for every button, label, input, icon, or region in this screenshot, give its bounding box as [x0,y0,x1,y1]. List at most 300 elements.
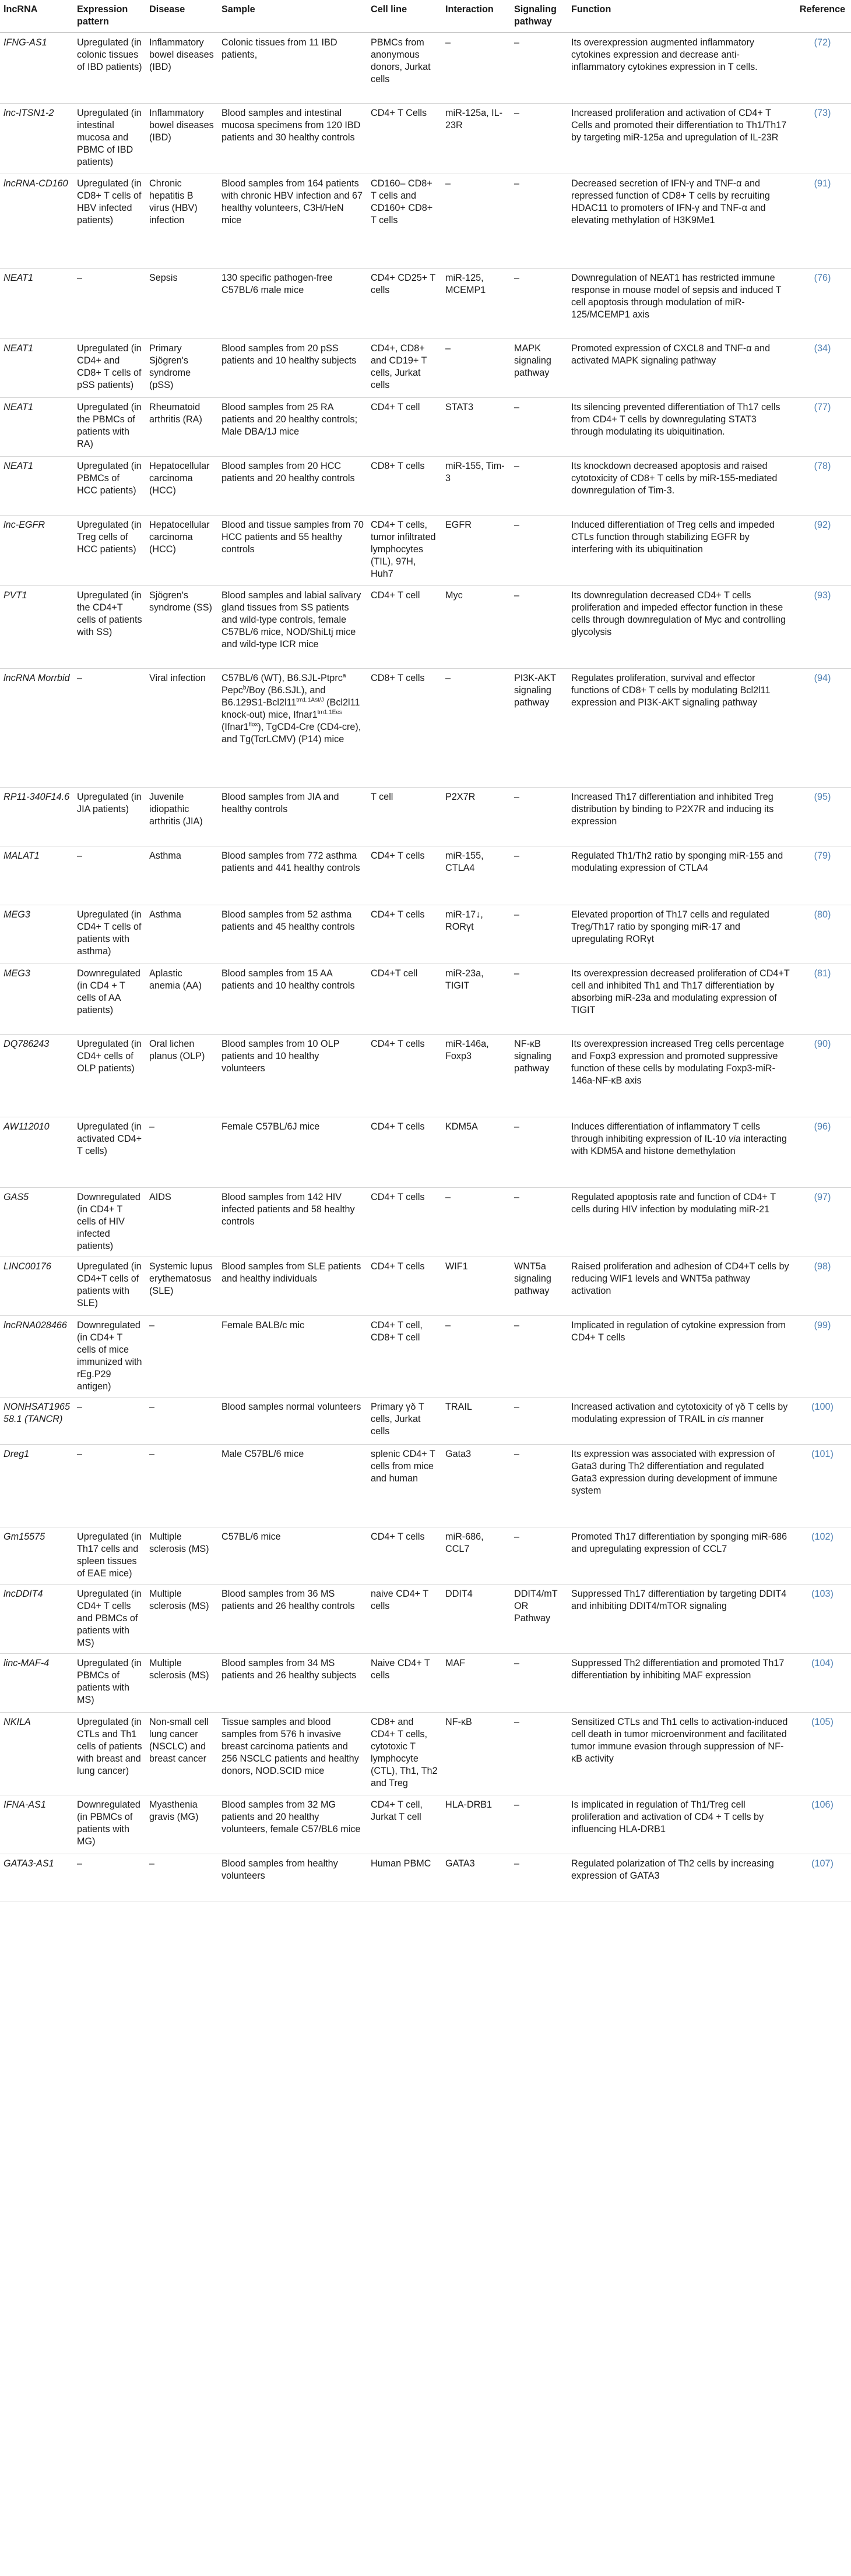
cell-expression-pattern: Upregulated (in CD4+ T cells and PBMCs of patients with MS) [73,1585,146,1654]
cell-function: Its downregulation decreased CD4+ T cells proliferation and impeded effector function in these cells through downregulation of Myc and controlling glycolysis [568,586,794,669]
cell-signaling-pathway: – [511,516,568,586]
reference-link[interactable]: (95) [814,792,831,802]
cell-sample: Blood samples from 20 HCC patients and 20 healthy controls [218,457,367,516]
cell-signaling-pathway: – [511,33,568,104]
cell-signaling-pathway: – [511,1654,568,1713]
cell-lncrna: NKILA [0,1713,73,1795]
cell-function: Promoted expression of CXCL8 and TNF-α and activated MAPK signaling pathway [568,339,794,398]
cell-disease: – [146,1445,218,1527]
cell-cell-line: splenic CD4+ T cells from mice and human [367,1445,442,1527]
cell-cell-line: Naive CD4+ T cells [367,1654,442,1713]
cell-disease: Multiple sclerosis (MS) [146,1527,218,1585]
cell-sample: Blood samples from 142 HIV infected patients and 58 healthy controls [218,1188,367,1257]
cell-signaling-pathway: PI3K-AKT signaling pathway [511,669,568,788]
table-header-row [0,0,851,33]
cell-cell-line: CD4+ T cells [367,1527,442,1585]
cell-cell-line: CD4+ T cells [367,1117,442,1188]
table-row [0,1445,851,1527]
cell-expression-pattern: Upregulated (in JIA patients) [73,788,146,846]
reference-link[interactable]: (92) [814,520,831,530]
cell-signaling-pathway: NF-κB signaling pathway [511,1035,568,1117]
table-row [0,964,851,1035]
table-row [0,1035,851,1117]
reference-link[interactable]: (93) [814,590,831,601]
table-body [0,33,851,1901]
cell-lncrna: Gm15575 [0,1527,73,1585]
reference-link[interactable]: (104) [811,1658,834,1668]
reference-link[interactable]: (105) [811,1717,834,1727]
cell-reference[interactable] [794,788,851,846]
cell-cell-line: CD4+ T Cells [367,104,442,174]
cell-sample: Blood samples from 32 MG patients and 20 healthy volunteers, female C57/BL6 mice [218,1795,367,1854]
cell-cell-line: CD8+ T cells [367,457,442,516]
cell-signaling-pathway: – [511,905,568,964]
cell-reference[interactable] [794,586,851,669]
reference-link[interactable]: (97) [814,1192,831,1202]
cell-disease: Inflammatory bowel diseases (IBD) [146,33,218,104]
cell-lncrna: lncRNA028466 [0,1316,73,1398]
cell-sample: Blood samples from 772 asthma patients and 441 healthy controls [218,846,367,905]
reference-link[interactable]: (78) [814,461,831,471]
cell-reference[interactable] [794,669,851,788]
cell-disease: – [146,1854,218,1901]
cell-reference[interactable] [794,964,851,1035]
table-row [0,457,851,516]
cell-reference[interactable] [794,1854,851,1901]
cell-sample: Female C57BL/6J mice [218,1117,367,1188]
table-row [0,1795,851,1854]
cell-disease: Chronic hepatitis B virus (HBV) infection [146,174,218,269]
cell-disease: – [146,1316,218,1398]
header-signaling-pathway: Signaling pathway [511,0,568,33]
cell-interaction: miR-23a, TIGIT [442,964,511,1035]
cell-signaling-pathway: – [511,586,568,669]
cell-lncrna: NEAT1 [0,339,73,398]
table-row [0,1654,851,1713]
cell-sample: Blood samples from 25 RA patients and 20 healthy controls; Male DBA/1J mice [218,398,367,457]
table-row [0,516,851,586]
cell-lncrna: IFNG-AS1 [0,33,73,104]
table-row [0,1316,851,1398]
cell-interaction: Myc [442,586,511,669]
cell-sample: C57BL/6 mice [218,1527,367,1585]
cell-disease: Asthma [146,846,218,905]
cell-expression-pattern: Upregulated (in Th17 cells and spleen tissues of EAE mice) [73,1527,146,1585]
cell-expression-pattern: Upregulated (in the CD4+T cells of patients with SS) [73,586,146,669]
cell-expression-pattern: Upregulated (in colonic tissues of IBD patients) [73,33,146,104]
reference-link[interactable]: (90) [814,1039,831,1049]
table-row [0,1188,851,1257]
table-row [0,1257,851,1316]
cell-interaction: HLA-DRB1 [442,1795,511,1854]
cell-reference[interactable] [794,1713,851,1795]
cell-function: Increased activation and cytotoxicity of γδ T cells by modulating expression of TRAIL in cis manner [568,1398,794,1445]
reference-link[interactable]: (80) [814,909,831,920]
cell-interaction: – [442,339,511,398]
cell-interaction: – [442,669,511,788]
cell-lncrna: PVT1 [0,586,73,669]
cell-reference[interactable] [794,104,851,174]
cell-cell-line: T cell [367,788,442,846]
reference-link[interactable]: (79) [814,851,831,861]
cell-sample: Blood samples from 36 MS patients and 26 healthy controls [218,1585,367,1654]
cell-lncrna: NEAT1 [0,398,73,457]
cell-expression-pattern: – [73,1854,146,1901]
cell-reference[interactable] [794,457,851,516]
cell-sample: Blood samples from 15 AA patients and 10 healthy controls [218,964,367,1035]
cell-cell-line: CD4+ T cells [367,905,442,964]
cell-reference[interactable] [794,846,851,905]
cell-interaction: miR-17↓, RORγt [442,905,511,964]
cell-sample: Blood samples from 20 pSS patients and 10 healthy subjects [218,339,367,398]
cell-expression-pattern: Upregulated (in CTLs and Th1 cells of patients with breast and lung cancer) [73,1713,146,1795]
reference-link[interactable]: (102) [811,1532,834,1542]
cell-lncrna: NEAT1 [0,269,73,339]
table-row [0,33,851,104]
cell-lncrna: lnc-ITSN1-2 [0,104,73,174]
header-reference: Reference [794,0,851,33]
cell-function: Elevated proportion of Th17 cells and regulated Treg/Th17 ratio by sponging miR-17 and upregulating RORγt [568,905,794,964]
cell-reference[interactable] [794,269,851,339]
reference-link[interactable]: (77) [814,402,831,412]
cell-expression-pattern: – [73,269,146,339]
cell-disease: Hepatocellular carcinoma (HCC) [146,516,218,586]
cell-lncrna: AW112010 [0,1117,73,1188]
cell-signaling-pathway: MAPK signaling pathway [511,339,568,398]
cell-reference[interactable] [794,1527,851,1585]
cell-lncrna: RP11-340F14.6 [0,788,73,846]
cell-function: Regulated Th1/Th2 ratio by sponging miR-155 and modulating expression of CTLA4 [568,846,794,905]
cell-expression-pattern: Upregulated (in PBMCs of patients with MS) [73,1654,146,1713]
cell-disease: Sjögren's syndrome (SS) [146,586,218,669]
cell-disease: AIDS [146,1188,218,1257]
cell-cell-line: Primary γδ T cells, Jurkat cells [367,1398,442,1445]
table-row [0,398,851,457]
table-row [0,905,851,964]
cell-expression-pattern: Upregulated (in CD8+ T cells of HBV infected patients) [73,174,146,269]
cell-interaction: EGFR [442,516,511,586]
cell-disease: Multiple sclerosis (MS) [146,1654,218,1713]
cell-expression-pattern: – [73,669,146,788]
cell-signaling-pathway: DDIT4/mTOR Pathway [511,1585,568,1654]
cell-lncrna: MEG3 [0,905,73,964]
cell-signaling-pathway: – [511,269,568,339]
cell-cell-line: CD4+ T cell, CD8+ T cell [367,1316,442,1398]
cell-expression-pattern: Upregulated (in activated CD4+ T cells) [73,1117,146,1188]
cell-sample: Blood samples from 164 patients with chronic HBV infection and 67 healthy volunteers, C3H/HeN mice [218,174,367,269]
table-row [0,669,851,788]
reference-link[interactable]: (99) [814,1320,831,1331]
cell-lncrna: IFNA-AS1 [0,1795,73,1854]
cell-disease: Oral lichen planus (OLP) [146,1035,218,1117]
cell-function: Promoted Th17 differentiation by sponging miR-686 and upregulating expression of CCL7 [568,1527,794,1585]
table-row [0,174,851,269]
cell-lncrna: lncRNA Morrbid [0,669,73,788]
header-interaction: Interaction [442,0,511,33]
cell-signaling-pathway: – [511,1316,568,1398]
cell-lncrna: DQ786243 [0,1035,73,1117]
cell-cell-line: CD4+ T cell [367,586,442,669]
cell-interaction: KDM5A [442,1117,511,1188]
cell-interaction: Gata3 [442,1445,511,1527]
header-expression-pattern: Expression pattern [73,0,146,33]
cell-disease: Sepsis [146,269,218,339]
cell-sample: Blood samples from JIA and healthy controls [218,788,367,846]
cell-interaction: – [442,174,511,269]
table-row [0,788,851,846]
cell-signaling-pathway: – [511,174,568,269]
cell-signaling-pathway: – [511,1117,568,1188]
cell-disease: Rheumatoid arthritis (RA) [146,398,218,457]
cell-interaction: miR-146a, Foxp3 [442,1035,511,1117]
cell-interaction: P2X7R [442,788,511,846]
cell-expression-pattern: Upregulated (in CD4+ cells of OLP patients) [73,1035,146,1117]
cell-cell-line: PBMCs from anonymous donors, Jurkat cells [367,33,442,104]
cell-signaling-pathway: – [511,457,568,516]
cell-disease: Myasthenia gravis (MG) [146,1795,218,1854]
reference-link[interactable]: (81) [814,968,831,979]
cell-disease: Asthma [146,905,218,964]
header-cell-line: Cell line [367,0,442,33]
cell-expression-pattern: Downregulated (in CD4+ T cells of HIV infected patients) [73,1188,146,1257]
reference-link[interactable]: (100) [811,1402,834,1412]
cell-function: Induced differentiation of Treg cells and impeded CTLs function through stabilizing EGFR by interfering with its ubiquitination [568,516,794,586]
header-sample: Sample [218,0,367,33]
cell-expression-pattern: Downregulated (in CD4 + T cells of AA patients) [73,964,146,1035]
cell-sample: Blood samples and intestinal mucosa specimens from 120 IBD patients and 30 healthy controls [218,104,367,174]
cell-signaling-pathway: – [511,846,568,905]
reference-link[interactable]: (106) [811,1799,834,1810]
header-lncrna: lncRNA [0,0,73,33]
cell-reference[interactable] [794,339,851,398]
cell-interaction: STAT3 [442,398,511,457]
cell-reference[interactable] [794,398,851,457]
cell-sample: Blood samples from healthy volunteers [218,1854,367,1901]
cell-lncrna: lncRNA-CD160 [0,174,73,269]
cell-interaction: GATA3 [442,1854,511,1901]
cell-sample: Male C57BL/6 mice [218,1445,367,1527]
cell-disease: Non-small cell lung cancer (NSCLC) and breast cancer [146,1713,218,1795]
cell-disease: Inflammatory bowel diseases (IBD) [146,104,218,174]
cell-lncrna: LINC00176 [0,1257,73,1316]
cell-function: Is implicated in regulation of Th1/Treg cell proliferation and activation of CD4 + T cells by influencing HLA-DRB1 [568,1795,794,1854]
cell-sample: Tissue samples and blood samples from 576 h invasive breast carcinoma patients and 256 NSCLC patients and healthy donors, NOD.SCID mice [218,1713,367,1795]
cell-lncrna: GAS5 [0,1188,73,1257]
cell-expression-pattern: Upregulated (in PBMCs of HCC patients) [73,457,146,516]
cell-expression-pattern: Upregulated (in CD4+ T cells of patients with asthma) [73,905,146,964]
cell-lncrna: MALAT1 [0,846,73,905]
cell-disease: Viral infection [146,669,218,788]
cell-interaction: miR-155, Tim-3 [442,457,511,516]
reference-link[interactable]: (98) [814,1261,831,1272]
cell-interaction: MAF [442,1654,511,1713]
cell-reference[interactable] [794,1117,851,1188]
cell-expression-pattern: – [73,846,146,905]
cell-expression-pattern: Upregulated (in CD4+ and CD8+ T cells of pSS patients) [73,339,146,398]
cell-reference[interactable] [794,905,851,964]
cell-sample: Blood and tissue samples from 70 HCC patients and 55 healthy controls [218,516,367,586]
table-row [0,1854,851,1901]
cell-function: Sensitized CTLs and Th1 cells to activation-induced cell death in tumor microenvironment and facilitated tumor immune evasion through suppression of NF-κB activity [568,1713,794,1795]
cell-sample: 130 specific pathogen-free C57BL/6 male mice [218,269,367,339]
cell-sample: Blood samples normal volunteers [218,1398,367,1445]
cell-sample: Blood samples from 34 MS patients and 26 healthy subjects [218,1654,367,1713]
cell-cell-line: CD4+ T cells [367,846,442,905]
cell-expression-pattern: Upregulated (in Treg cells of HCC patients) [73,516,146,586]
cell-signaling-pathway: – [511,398,568,457]
reference-link[interactable]: (91) [814,178,831,189]
cell-function: Its expression was associated with expression of Gata3 during Th2 differentiation and regulated Gata3 expression during development of immune system [568,1445,794,1527]
cell-reference[interactable] [794,1654,851,1713]
reference-link[interactable]: (107) [811,1858,834,1869]
cell-sample: Blood samples from 10 OLP patients and 10 healthy volunteers [218,1035,367,1117]
cell-cell-line: CD4+ T cell, Jurkat T cell [367,1795,442,1854]
cell-disease: – [146,1398,218,1445]
cell-lncrna: GATA3-AS1 [0,1854,73,1901]
table-row [0,104,851,174]
cell-signaling-pathway: – [511,1527,568,1585]
cell-function: Implicated in regulation of cytokine expression from CD4+ T cells [568,1316,794,1398]
cell-expression-pattern: Upregulated (in the PBMCs of patients with RA) [73,398,146,457]
table-row [0,1713,851,1795]
cell-interaction: WIF1 [442,1257,511,1316]
reference-link[interactable]: (76) [814,273,831,283]
cell-signaling-pathway: – [511,1445,568,1527]
cell-sample: Female BALB/c mic [218,1316,367,1398]
cell-function: Downregulation of NEAT1 has restricted immune response in mouse model of sepsis and induced T cell apoptosis through modulation of miR-125/MCEMP1 axis [568,269,794,339]
cell-function: Suppressed Th2 differentiation and promoted Th17 differentiation by inhibiting MAF expression [568,1654,794,1713]
cell-signaling-pathway: – [511,1854,568,1901]
cell-lncrna: MEG3 [0,964,73,1035]
table-row [0,1117,851,1188]
cell-interaction: miR-125, MCEMP1 [442,269,511,339]
cell-lncrna: lnc-EGFR [0,516,73,586]
cell-disease: Juvenile idiopathic arthritis (JIA) [146,788,218,846]
cell-cell-line: CD4+ T cells [367,1035,442,1117]
cell-function: Its overexpression augmented inflammatory cytokines expression and decrease anti-inflammatory cytokines expression in T cells. [568,33,794,104]
cell-function: Increased proliferation and activation of CD4+ T Cells and promoted their differentiation to Th1/Th17 by targeting miR-125a and upregulation of IL-23R [568,104,794,174]
cell-expression-pattern: Downregulated (in CD4+ T cells of mice immunized with rEg.P29 antigen) [73,1316,146,1398]
cell-signaling-pathway: – [511,1713,568,1795]
cell-signaling-pathway: – [511,104,568,174]
table-row [0,1398,851,1445]
cell-cell-line: naive CD4+ T cells [367,1585,442,1654]
reference-link[interactable]: (101) [811,1449,834,1459]
cell-reference[interactable] [794,33,851,104]
cell-function: Its silencing prevented differentiation of Th17 cells from CD4+ T cells by downregulating STAT3 through modulating its ubiquitination. [568,398,794,457]
table-row [0,586,851,669]
cell-cell-line: CD4+ T cells [367,1257,442,1316]
cell-lncrna: lncDDIT4 [0,1585,73,1654]
cell-reference[interactable] [794,1795,851,1854]
cell-interaction: – [442,1316,511,1398]
cell-disease: Aplastic anemia (AA) [146,964,218,1035]
cell-reference[interactable] [794,1035,851,1117]
cell-disease: – [146,1117,218,1188]
cell-cell-line: CD4+ CD25+ T cells [367,269,442,339]
cell-lncrna: Dreg1 [0,1445,73,1527]
cell-signaling-pathway: – [511,788,568,846]
cell-disease: Primary Sjögren's syndrome (pSS) [146,339,218,398]
cell-cell-line: CD4+, CD8+ and CD19+ T cells, Jurkat cells [367,339,442,398]
cell-reference[interactable] [794,174,851,269]
cell-signaling-pathway: – [511,1795,568,1854]
reference-link[interactable]: (96) [814,1121,831,1132]
cell-interaction: NF-κB [442,1713,511,1795]
reference-link[interactable]: (34) [814,343,831,354]
cell-signaling-pathway: – [511,964,568,1035]
cell-interaction: – [442,33,511,104]
table-row [0,269,851,339]
cell-disease: Systemic lupus erythematosus (SLE) [146,1257,218,1316]
table-row [0,846,851,905]
cell-cell-line: CD4+ T cells, tumor infiltrated lymphocytes (TIL), 97H, Huh7 [367,516,442,586]
cell-function: Regulated apoptosis rate and function of CD4+ T cells during HIV infection by modulating miR-21 [568,1188,794,1257]
cell-reference[interactable] [794,1585,851,1654]
table-row [0,1527,851,1585]
cell-reference[interactable] [794,1398,851,1445]
cell-expression-pattern: – [73,1398,146,1445]
cell-signaling-pathway: – [511,1188,568,1257]
cell-interaction: miR-686, CCL7 [442,1527,511,1585]
cell-reference[interactable] [794,1445,851,1527]
reference-link[interactable]: (73) [814,108,831,118]
cell-reference[interactable] [794,516,851,586]
cell-sample: Blood samples and labial salivary gland tissues from SS patients and wild-type controls, female C57BL/6 mice, NOD/ShiLtj mice and wild-type ICR mice [218,586,367,669]
cell-signaling-pathway: WNT5a signaling pathway [511,1257,568,1316]
reference-link[interactable]: (72) [814,37,831,48]
cell-interaction: TRAIL [442,1398,511,1445]
cell-sample: Blood samples from SLE patients and healthy individuals [218,1257,367,1316]
header-function: Function [568,0,794,33]
cell-interaction: DDIT4 [442,1585,511,1654]
cell-cell-line: CD8+ T cells [367,669,442,788]
cell-reference[interactable] [794,1188,851,1257]
reference-link[interactable]: (94) [814,673,831,683]
cell-function: Its overexpression decreased proliferation of CD4+T cell and inhibited Th1 and Th17 differentiation by absorbing miR-23a and modulating expression of TIGIT [568,964,794,1035]
cell-function: Its overexpression increased Treg cells percentage and Foxp3 expression and promoted suppressive function of these cells by modulating Foxp3-miR-146a-NF-κB axis [568,1035,794,1117]
cell-cell-line: Human PBMC [367,1854,442,1901]
cell-cell-line: CD4+ T cells [367,1188,442,1257]
cell-expression-pattern: Upregulated (in CD4+T cells of patients with SLE) [73,1257,146,1316]
cell-lncrna: linc-MAF-4 [0,1654,73,1713]
cell-function: Induces differentiation of inflammatory T cells through inhibiting expression of IL-10 via interacting with KDM5A and histone demethylation [568,1117,794,1188]
cell-signaling-pathway: – [511,1398,568,1445]
cell-function: Regulated polarization of Th2 cells by increasing expression of GATA3 [568,1854,794,1901]
cell-expression-pattern: – [73,1445,146,1527]
cell-cell-line: CD4+ T cell [367,398,442,457]
cell-interaction: miR-125a, IL-23R [442,104,511,174]
cell-disease: Hepatocellular carcinoma (HCC) [146,457,218,516]
header-disease: Disease [146,0,218,33]
cell-sample: C57BL/6 (WT), B6.SJL-Ptprc$^a$ Pepc$^b$/Boy (B6.SJL), and $B6.129S1-Bcl2l11^{tm1.1Ast/J}$ (Bcl2l11 knock-out) mice, $Ifnar1^{tm1.1Ees}$ $(Ifnar1^{flox})$, TgCD4-Cre (CD4-cre), and Tg(TcrLCMV) (P14) mice [218,669,367,788]
table-row [0,339,851,398]
cell-reference[interactable] [794,1257,851,1316]
reference-link[interactable]: (103) [811,1589,834,1599]
cell-function: Increased Th17 differentiation and inhibited Treg distribution by binding to P2X7R and inducing its expression [568,788,794,846]
cell-function: Decreased secretion of IFN-γ and TNF-α and repressed function of CD8+ T cells by recruiting HDAC11 to promoters of IFN-γ and TNF-α and elevating methylation of H3K9Me1 [568,174,794,269]
cell-expression-pattern: Downregulated (in PBMCs of patients with MG) [73,1795,146,1854]
cell-expression-pattern: Upregulated (in intestinal mucosa and PBMC of IBD patients) [73,104,146,174]
cell-reference[interactable] [794,1316,851,1398]
cell-interaction: miR-155, CTLA4 [442,846,511,905]
table-row [0,1585,851,1654]
cell-cell-line: CD4+T cell [367,964,442,1035]
cell-lncrna: NONHSAT196558.1 (TANCR) [0,1398,73,1445]
cell-interaction: – [442,1188,511,1257]
cell-function: Raised proliferation and adhesion of CD4+T cells by reducing WIF1 levels and WNT5a pathway activation [568,1257,794,1316]
cell-function: Regulates proliferation, survival and effector functions of CD8+ T cells by modulating Bcl2l11 expression and PI3K-AKT signaling pathway [568,669,794,788]
